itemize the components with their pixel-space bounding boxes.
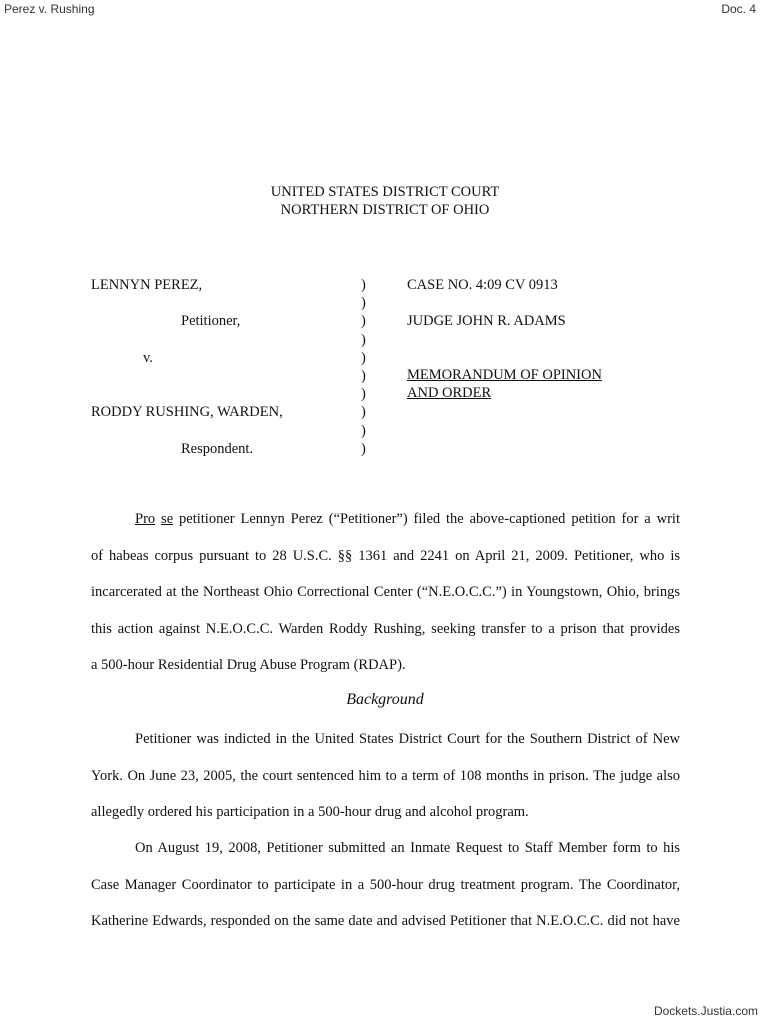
- intro-paragraph: [91, 501, 680, 684]
- paragraph-line: Case Manager Coordinator to participate in a 500-hour drug treatment program. The Coordinator,: [91, 876, 680, 893]
- pro-word: Pro: [135, 511, 156, 527]
- paragraph-line: Petitioner was indicted in the United States District Court for the Southern District of New: [135, 731, 680, 747]
- caption-paren: ): [361, 295, 366, 312]
- versus-label: v.: [143, 350, 153, 366]
- intro-line: of habeas corpus pursuant to 28 U.S.C. §§ 1361 and 2241 on April 21, 2009. Petitioner, who is: [91, 547, 680, 564]
- respondent-role: Respondent.: [181, 441, 254, 457]
- source-watermark[interactable]: Dockets.Justia.com: [653, 1004, 758, 1018]
- caption-paren: ): [361, 331, 366, 348]
- background-paragraph-2: [91, 830, 680, 940]
- caption-paren: ): [361, 313, 366, 330]
- caption-divider: [361, 276, 366, 458]
- paragraph-line: Katherine Edwards, responded on the same date and advised Petitioner that N.E.O.C.C. did not have: [91, 913, 680, 929]
- se-word: se: [161, 511, 174, 527]
- court-name: UNITED STATES DISTRICT COURT: [270, 184, 500, 200]
- document-title-line2: AND ORDER: [407, 385, 492, 401]
- petitioner-name: LENNYN PEREZ,: [91, 277, 203, 293]
- caption-paren: ): [361, 422, 366, 439]
- intro-line: a 500-hour Residential Drug Abuse Program (RDAP).: [91, 657, 406, 673]
- respondent-name: RODDY RUSHING, WARDEN,: [91, 404, 283, 420]
- intro-line-text: petitioner Lennyn Perez (“Petitioner”) filed the above-captioned petition for a writ: [179, 511, 680, 527]
- caption-paren: ): [361, 367, 366, 384]
- petitioner-role: Petitioner,: [181, 313, 241, 329]
- paragraph-line: On August 19, 2008, Petitioner submitted an Inmate Request to Staff Member form to his: [135, 840, 680, 856]
- caption-paren: ): [361, 349, 366, 366]
- caption-paren: ): [361, 404, 366, 421]
- background-paragraph-1: [91, 721, 680, 831]
- judge-name: JUDGE JOHN R. ADAMS: [407, 313, 566, 329]
- document-number: Doc. 4: [721, 2, 756, 16]
- paragraph-line: allegedly ordered his participation in a 500-hour drug and alcohol program.: [91, 804, 529, 820]
- case-short-title: Perez v. Rushing: [4, 2, 95, 16]
- document-title-line1: MEMORANDUM OF OPINION: [407, 367, 602, 383]
- intro-line: this action against N.E.O.C.C. Warden Roddy Rushing, seeking transfer to a prison that provides: [91, 620, 680, 637]
- caption-paren: ): [361, 440, 366, 457]
- court-district: NORTHERN DISTRICT OF OHIO: [280, 202, 490, 218]
- caption-paren: ): [361, 277, 366, 293]
- paragraph-line: York. On June 23, 2005, the court sentenced him to a term of 108 months in prison. The judge also: [91, 767, 680, 784]
- case-number: CASE NO. 4:09 CV 0913: [407, 277, 558, 293]
- section-heading-background: Background: [346, 691, 424, 708]
- caption-paren: ): [361, 386, 366, 403]
- intro-line: incarcerated at the Northeast Ohio Correctional Center (“N.E.O.C.C.”) in Youngstown, Ohio, brings: [91, 584, 680, 600]
- intro-line: [91, 501, 680, 538]
